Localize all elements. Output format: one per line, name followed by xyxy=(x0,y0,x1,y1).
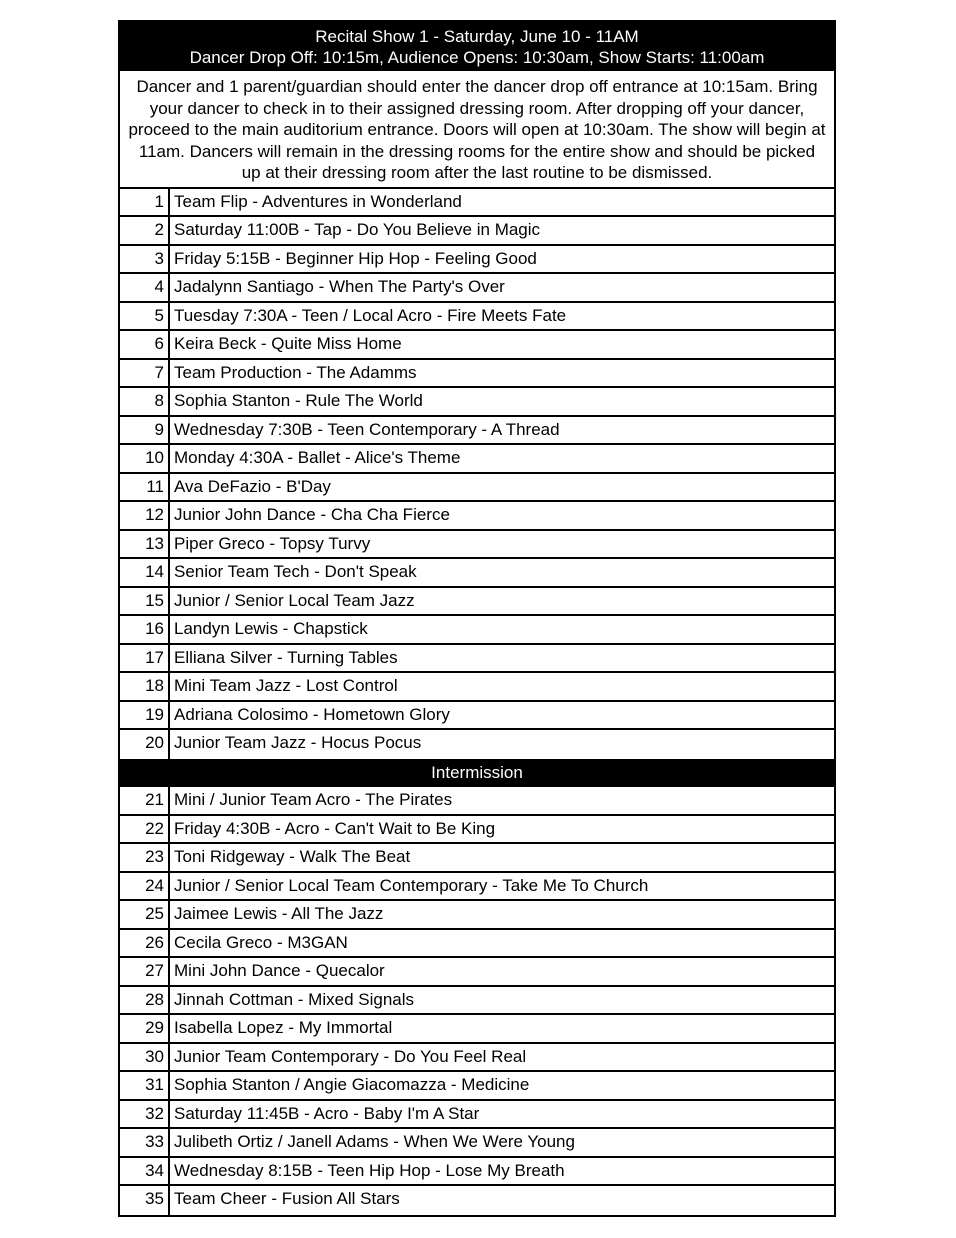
routine-title: Saturday 11:45B - Acro - Baby I'm A Star xyxy=(174,1103,480,1123)
routine-row xyxy=(120,1044,834,1073)
routine-row xyxy=(120,901,834,930)
routine-row xyxy=(120,1186,834,1215)
routine-title: Senior Team Tech - Don't Speak xyxy=(174,562,417,582)
routine-row xyxy=(120,616,834,645)
routine-number: 1 xyxy=(120,189,170,216)
routine-title: Sophia Stanton / Angie Giacomazza - Medicine xyxy=(174,1075,530,1095)
routine-number: 2 xyxy=(120,217,170,244)
routine-title: Landyn Lewis - Chapstick xyxy=(174,619,368,639)
routine-row xyxy=(120,873,834,902)
routine-row xyxy=(120,673,834,702)
routine-number: 35 xyxy=(120,1186,170,1215)
routine-row xyxy=(120,1158,834,1187)
routine-row xyxy=(120,816,834,845)
routine-row xyxy=(120,787,834,816)
routine-row xyxy=(120,274,834,303)
routine-title: Sophia Stanton - Rule The World xyxy=(174,391,423,411)
routine-title: Mini Team Jazz - Lost Control xyxy=(174,676,398,696)
routine-title: Team Cheer - Fusion All Stars xyxy=(174,1189,400,1209)
routine-row xyxy=(120,474,834,503)
routine-row xyxy=(120,246,834,275)
routine-row xyxy=(120,189,834,218)
routine-number: 18 xyxy=(120,673,170,700)
routine-title: Julibeth Ortiz / Janell Adams - When We Were Young xyxy=(174,1132,575,1152)
routine-title: Toni Ridgeway - Walk The Beat xyxy=(174,847,411,867)
routine-row xyxy=(120,987,834,1016)
header-title: Recital Show 1 - Saturday, June 10 - 11AM xyxy=(315,27,639,46)
routine-row xyxy=(120,217,834,246)
routine-number: 20 xyxy=(120,730,170,759)
routine-title: Saturday 11:00B - Tap - Do You Believe in Magic xyxy=(174,220,541,240)
routine-title: Junior / Senior Local Team Contemporary - Take Me To Church xyxy=(174,875,649,895)
routine-number: 25 xyxy=(120,901,170,928)
act-two-list xyxy=(120,787,834,1215)
routine-row xyxy=(120,417,834,446)
routine-number: 31 xyxy=(120,1072,170,1099)
routine-number: 5 xyxy=(120,303,170,330)
routine-title: Ava DeFazio - B'Day xyxy=(174,476,331,496)
routine-number: 23 xyxy=(120,844,170,871)
routine-row xyxy=(120,930,834,959)
recital-schedule xyxy=(118,20,836,1217)
intermission-banner: Intermission xyxy=(120,759,834,788)
drop-off-instructions: Dancer and 1 parent/guardian should enter the dancer drop off entrance at 10:15am. Bring your dancer to check in to their assigned dressing room. After dropping off your dancer, proceed to the main auditorium entrance. Doors will open at 10:30am. The show will begin at 11am. Dancers will remain in the dressing rooms for the entire show and should be picked up at their dressing room after the last routine to be dismissed. xyxy=(120,71,834,189)
routine-row xyxy=(120,360,834,389)
routine-row xyxy=(120,588,834,617)
routine-row xyxy=(120,1129,834,1158)
routine-number: 22 xyxy=(120,816,170,843)
routine-row xyxy=(120,844,834,873)
routine-number: 3 xyxy=(120,246,170,273)
routine-number: 30 xyxy=(120,1044,170,1071)
routine-title: Cecila Greco - M3GAN xyxy=(174,932,348,952)
routine-title: Friday 5:15B - Beginner Hip Hop - Feeling Good xyxy=(174,248,537,268)
routine-row xyxy=(120,531,834,560)
routine-title: Tuesday 7:30A - Teen / Local Acro - Fire Meets Fate xyxy=(174,305,567,325)
routine-title: Jaimee Lewis - All The Jazz xyxy=(174,904,384,924)
routine-number: 21 xyxy=(120,787,170,814)
routine-title: Team Flip - Adventures in Wonderland xyxy=(174,191,462,211)
routine-title: Junior Team Contemporary - Do You Feel Real xyxy=(174,1046,527,1066)
routine-title: Team Production - The Adamms xyxy=(174,362,417,382)
routine-title: Jadalynn Santiago - When The Party's Over xyxy=(174,277,505,297)
routine-number: 27 xyxy=(120,958,170,985)
routine-number: 14 xyxy=(120,559,170,586)
routine-row xyxy=(120,730,834,759)
act-one-list xyxy=(120,189,834,759)
schedule-header xyxy=(120,22,834,71)
routine-title: Wednesday 8:15B - Teen Hip Hop - Lose My Breath xyxy=(174,1160,565,1180)
routine-row xyxy=(120,702,834,731)
routine-title: Piper Greco - Topsy Turvy xyxy=(174,533,371,553)
routine-row xyxy=(120,645,834,674)
routine-title: Isabella Lopez - My Immortal xyxy=(174,1018,393,1038)
routine-title: Friday 4:30B - Acro - Can't Wait to Be King xyxy=(174,818,496,838)
routine-row xyxy=(120,1101,834,1130)
routine-number: 10 xyxy=(120,445,170,472)
routine-title: Wednesday 7:30B - Teen Contemporary - A Thread xyxy=(174,419,560,439)
routine-number: 32 xyxy=(120,1101,170,1128)
routine-row xyxy=(120,303,834,332)
routine-number: 11 xyxy=(120,474,170,501)
routine-title: Mini John Dance - Quecalor xyxy=(174,961,385,981)
routine-number: 12 xyxy=(120,502,170,529)
routine-number: 15 xyxy=(120,588,170,615)
routine-number: 7 xyxy=(120,360,170,387)
routine-title: Keira Beck - Quite Miss Home xyxy=(174,334,402,354)
routine-title: Elliana Silver - Turning Tables xyxy=(174,647,398,667)
routine-number: 28 xyxy=(120,987,170,1014)
routine-number: 6 xyxy=(120,331,170,358)
routine-number: 16 xyxy=(120,616,170,643)
routine-title: Junior John Dance - Cha Cha Fierce xyxy=(174,505,450,525)
routine-number: 29 xyxy=(120,1015,170,1042)
routine-number: 17 xyxy=(120,645,170,672)
routine-row xyxy=(120,559,834,588)
routine-number: 4 xyxy=(120,274,170,301)
routine-number: 34 xyxy=(120,1158,170,1185)
routine-number: 26 xyxy=(120,930,170,957)
routine-row xyxy=(120,502,834,531)
header-times: Dancer Drop Off: 10:15m, Audience Opens: 10:30am, Show Starts: 11:00am xyxy=(189,48,765,67)
routine-title: Monday 4:30A - Ballet - Alice's Theme xyxy=(174,448,461,468)
routine-title: Adriana Colosimo - Hometown Glory xyxy=(174,704,450,724)
routine-title: Junior Team Jazz - Hocus Pocus xyxy=(174,733,422,753)
routine-number: 24 xyxy=(120,873,170,900)
routine-row xyxy=(120,958,834,987)
routine-row xyxy=(120,445,834,474)
routine-number: 33 xyxy=(120,1129,170,1156)
routine-row xyxy=(120,331,834,360)
routine-row xyxy=(120,388,834,417)
routine-number: 19 xyxy=(120,702,170,729)
routine-number: 9 xyxy=(120,417,170,444)
routine-number: 8 xyxy=(120,388,170,415)
routine-title: Junior / Senior Local Team Jazz xyxy=(174,590,415,610)
routine-title: Mini / Junior Team Acro - The Pirates xyxy=(174,790,453,810)
routine-row xyxy=(120,1015,834,1044)
routine-title: Jinnah Cottman - Mixed Signals xyxy=(174,989,415,1009)
routine-number: 13 xyxy=(120,531,170,558)
routine-row xyxy=(120,1072,834,1101)
